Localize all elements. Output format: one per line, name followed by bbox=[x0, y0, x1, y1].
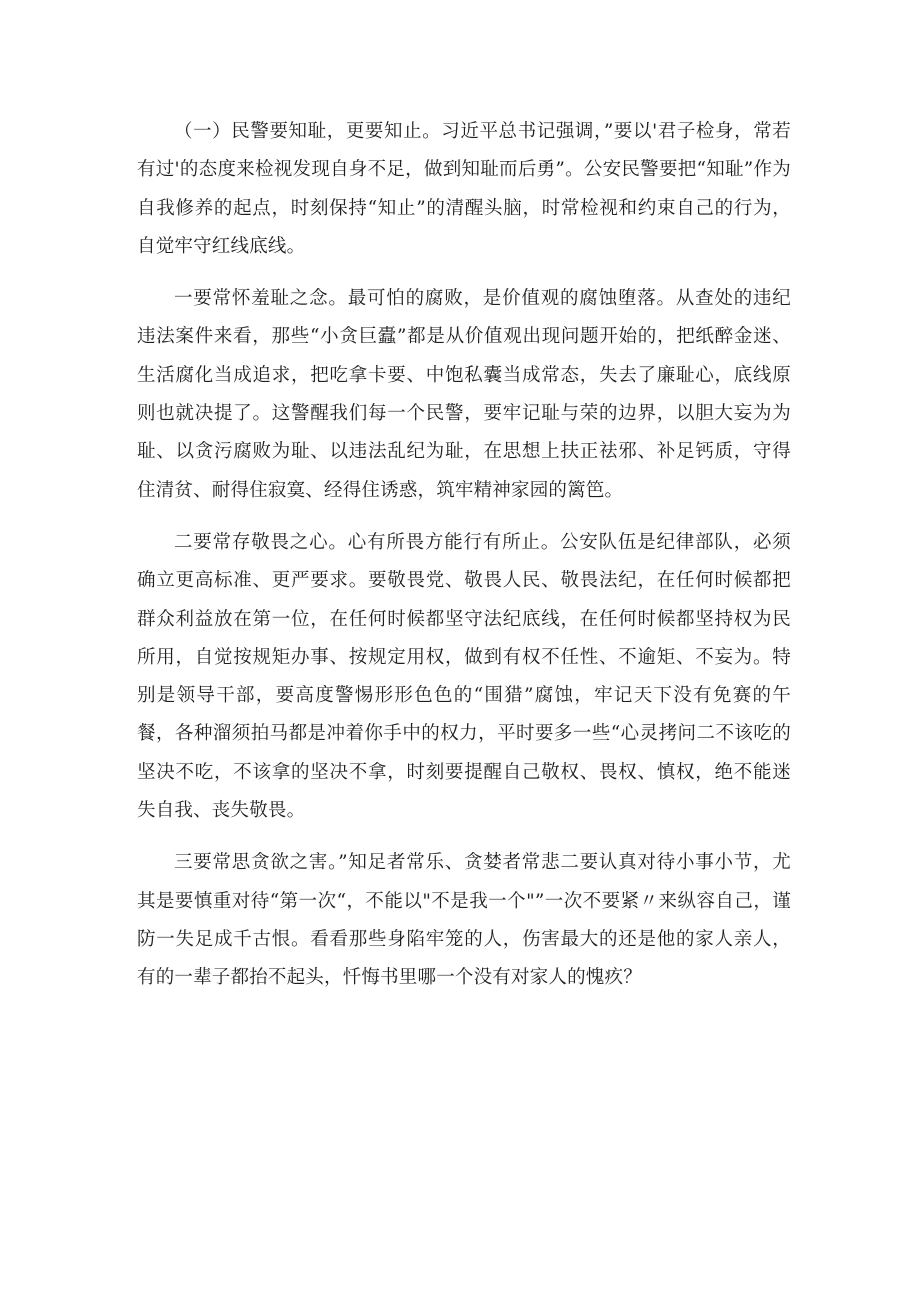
paragraph-xiuchi: 一要常怀羞耻之念。最可怕的腐败，是价值观的腐蚀堕落。从查处的违纪违法案件来看，那些“小贪巨蠹”都是从价值观出现问题开始的，把纸醉金迷、生活腐化当成追求，把吃拿卡要、中饱私囊当成常态，失去了廉耻心，底线原则也就决提了。这警醒我们每一个民警，要牢记耻与荣的边界，以胆大妄为为耻、以贪污腐败为耻、以违法乱纪为耻，在思想上扶正祛邪、补足钙质，守得住清贫、耐得住寂寞、经得住诱惑，筑牢精神家园的篱笆。 bbox=[137, 288, 791, 501]
paragraph-zhichi-zhizhi: （一）民警要知耻，更要知止。习近平总书记强调，”要以'君子检身，常若有过'的态度来检视发现自身不足，做到知耻而后勇”。公安民警要把“知耻”作为自我修养的起点，时刻保持“知止”的清醒头脑，时常检视和约束自己的行为，自觉牢守红线底线。 bbox=[137, 121, 791, 257]
document-body bbox=[137, 113, 791, 1012]
paragraph-jingwei: 二要常存敬畏之心。心有所畏方能行有所止。公安队伍是纪律部队，必须确立更高标准、更严要求。要敬畏党、敬畏人民、敬畏法纪，在任何时候都把群众利益放在第一位，在任何时候都坚守法纪底线，在任何时候都坚持权为民所用，自觉按规矩办事、按规定用权，做到有权不任性、不逾矩、不妄为。特别是领导干部，要高度警惕形形色色的“围猎”腐蚀，牢记天下没有免赛的午餐，各种溜须拍马都是冲着你手中的权力，平时要多一些“心灵拷问二不该吃的坚决不吃，不该拿的坚决不拿，时刻要提醒自己敬权、畏权、慎权，绝不能迷失自我、丧失敬畏。 bbox=[137, 531, 791, 822]
paragraph-tanyu: 三要常思贪欲之害。”知足者常乐、贪婪者常悲二要认真对待小事小节，尤其是要慎重对待“第一次“，不能以"不是我一个"”一次不要紧〃来纵容自己，谨防一失足成千古恨。看看那些身陷牢笼的人，伤害最大的还是他的家人亲人，有的一辈子都抬不起头，忏悔书里哪一个没有对家人的愧疚？ bbox=[137, 852, 791, 989]
